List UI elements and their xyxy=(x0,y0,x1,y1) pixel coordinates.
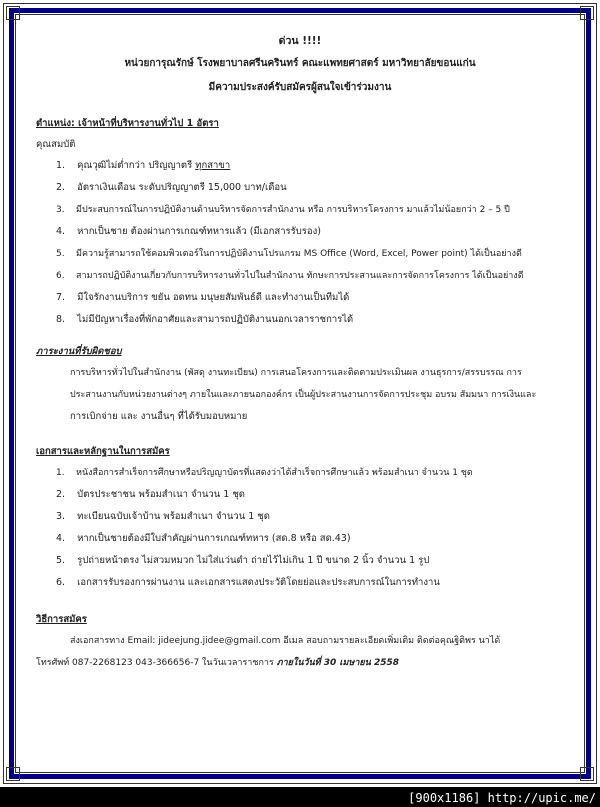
purpose-heading: มีความประสงค์รับสมัครผู้สนใจเข้าร่วมงาน xyxy=(208,82,392,93)
image-host-watermark: [900x1186] http://upic.me/ xyxy=(408,791,596,805)
list-item: 4. หากเป็นชายต้องมีใบสำคัญผ่านการเกณฑ์ทหาร (สด.8 หรือ สด.43) xyxy=(56,533,351,544)
urgent-heading: ด่วน !!!! xyxy=(278,35,322,47)
apply-deadline: ภายในวันที่ 30 เมษายน 2558 xyxy=(276,658,400,668)
organization-heading: หน่วยการุณรักษ์ โรงพยาบาลศรีนครินทร์ คณะแพทยศาสตร์ มหาวิทยาลัยขอนแก่น xyxy=(124,58,476,69)
duties-line: การเบิกจ่าย และ งานอื่นๆ ที่ได้รับมอบหมาย xyxy=(70,411,248,422)
list-item: 6. เอกสารรับรองการผ่านงาน และเอกสารแสดงประวัติโดยย่อและประสบการณ์ในการทำงาน xyxy=(56,577,440,588)
list-item: 4. หากเป็นชาย ต้องผ่านการเกณฑ์ทหารแล้ว (มีเอกสารรับรอง) xyxy=(56,226,321,237)
list-item: 3. มีประสบการณ์ในการปฏิบัติงานด้านบริหารจัดการสำนักงาน หรือ การบริหารโครงการ มาแล้วไม่น้อยกว่า 2 – 5 ปี xyxy=(56,205,510,215)
list-item: 8. ไม่มีปัญหาเรื่องที่พักอาศัยและสามารถปฏิบัติงานนอกเวลาราชการได้ xyxy=(56,314,354,325)
list-item: 2. บัตรประชาชน พร้อมสำเนา จำนวน 1 ชุด xyxy=(56,489,245,500)
emphasis-all-fields: ทุกสาขา xyxy=(195,160,231,171)
apply-title: วิธีการสมัคร xyxy=(36,614,87,625)
duties-title: ภาระงานที่รับผิดชอบ xyxy=(36,346,122,357)
list-item: 7. มีใจรักงานบริการ ขยัน อดทน มนุษยสัมพันธ์ดี และทำงานเป็นทีมได้ xyxy=(56,292,350,303)
list-item: 1. หนังสือการสำเร็จการศึกษาหรือปริญญาบัตรที่แสดงว่าได้สำเร็จการศึกษาแล้ว พร้อมสำเนา จำนวน 1 ชุด xyxy=(56,468,473,478)
apply-contact-line: โทรศัพท์ 087-2268123 043-366656-7 ในวันเวลาราชการ ภายในวันที่ 30 เมษายน 2558 xyxy=(36,658,400,668)
list-item: 5. รูปถ่ายหน้าตรง ไม่สวมหมวก ไม่ใส่แว่นดำ ถ่ายไว้ไม่เกิน 1 ปี ขนาด 2 นิ้ว จำนวน 1 รูป xyxy=(56,555,430,566)
duties-line: ประสานงานกับหน่วยงานต่างๆ ภายในและภายนอกองค์กร เป็นผู้ประสานงานการจัดการประชุม อบรม สัมมนา การเงินและ xyxy=(70,390,537,400)
duties-line: การบริหารทั่วไปในสำนักงาน (พัสดุ งานทะเบียน) การเสนอโครงการและติดตามประเมินผล งานธุรการ/สรรบรรณ การ xyxy=(70,368,522,378)
apply-email-line: ส่งเอกสารทาง Email: jideejung.jidee@gmail.com อีเมล สอบถามรายละเอียดเพิ่มเติม ติดต่อคุณฐิติพร นาได้ xyxy=(70,636,501,646)
documents-title: เอกสารและหลักฐานในการสมัคร xyxy=(36,446,170,457)
position-title: ตำแหน่ง: เจ้าหน้าที่บริหารงานทั่วไป 1 อัตรา xyxy=(36,118,219,129)
list-item: 3. ทะเบียนฉบับเจ้าบ้าน พร้อมสำเนา จำนวน 1 ชุด xyxy=(56,511,270,522)
list-item: 6. สามารถปฏิบัติงานเกี่ยวกับการบริหารงานทั่วไปในสำนักงาน ทักษะการประสานและการจัดการโครงการ ได้เป็นอย่างดี xyxy=(56,271,524,281)
list-item: 2. อัตราเงินเดือน ระดับปริญญาตรี 15,000 บาท/เดือน xyxy=(56,182,287,193)
list-item: 1. คุณวุฒิไม่ต่ำกว่า ปริญญาตรี ทุกสาขา xyxy=(56,160,231,171)
qualifications-label: คุณสมบัติ xyxy=(36,139,76,150)
list-item: 5. มีความรู้สามารถใช้คอมพิวเตอร์ในการปฏิบัติงานโปรแกรม MS Office (Word, Excel, Power point) ได้เป็นอย่างดี xyxy=(56,249,522,259)
